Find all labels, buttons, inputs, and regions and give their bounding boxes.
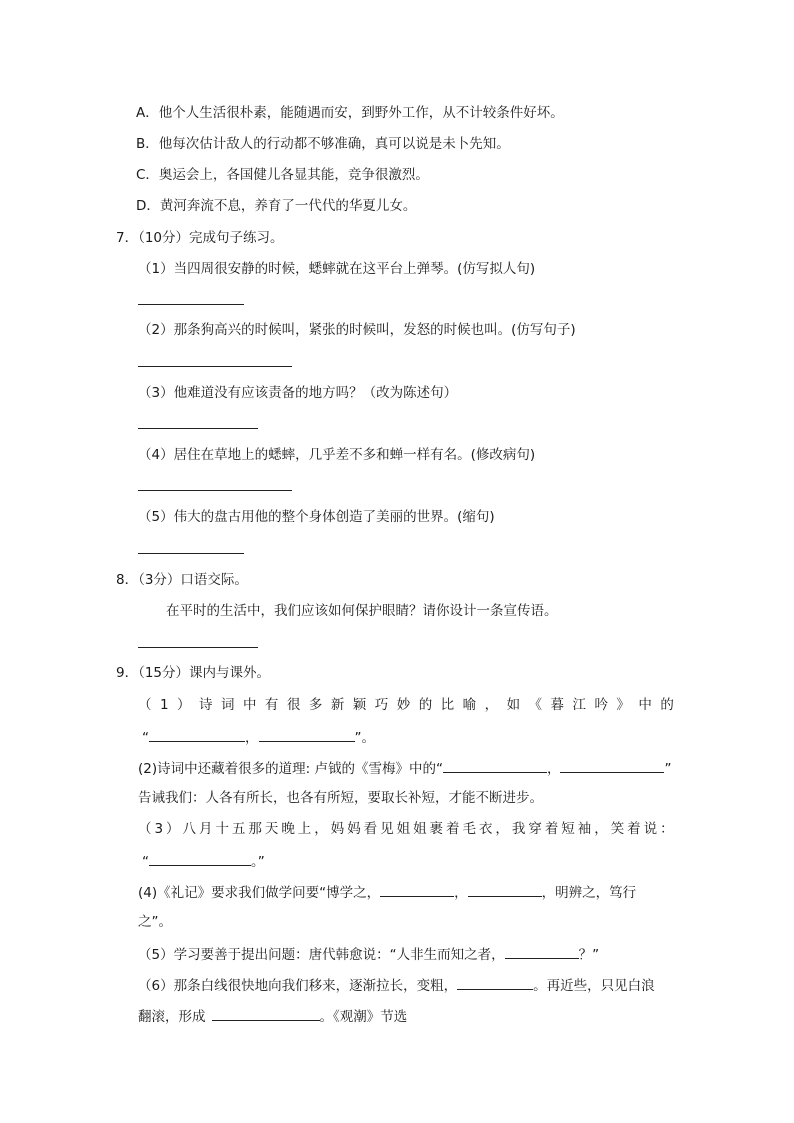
q6-option-a: A．他个人生活很朴素，能随遇而安，到野外工作，从不计较条件好坏。 xyxy=(136,105,564,121)
q7-item-2: （2）那条狗高兴的时候叫，紧张的时候叫，发怒的时候也叫。(仿写句子) xyxy=(138,322,576,338)
q7-item-5: （5）伟大的盘古用他的整个身体创造了美丽的世界。(缩句) xyxy=(138,509,495,525)
q7-answer-1[interactable] xyxy=(138,304,244,305)
q7-item-1: （1）当四周很安静的时候，蟋蟀就在这平台上弹琴。(仿写拟人句) xyxy=(138,261,536,277)
q9-blank-3[interactable] xyxy=(149,851,251,866)
q6-option-b: B．他每次估计敌人的行动都不够准确，真可以说是未卜先知。 xyxy=(136,136,510,152)
q9-blank-4a[interactable] xyxy=(380,882,454,897)
q6-option-d: D．黄河奔流不息，养育了一代代的华夏儿女。 xyxy=(136,198,417,214)
q9-item-4-line2: 之”。 xyxy=(138,914,172,930)
q7-answer-3[interactable] xyxy=(138,428,258,429)
q8-title: 8．（3分）口语交际。 xyxy=(116,572,248,588)
q9-item-5: （5）学习要善于提出问题：唐代韩愈说：“人非生而知之者， ？” xyxy=(138,944,599,964)
q9-item-4-line1: (4)《礼记》要求我们做学问要“博学之， ， ，明辨之，笃行 xyxy=(138,882,636,902)
q7-item-3: （3）他难道没有应该责备的地方吗？（改为陈述句） xyxy=(138,385,458,401)
q9-blank-2b[interactable] xyxy=(560,758,664,773)
q6-option-c: C．奥运会上，各国健儿各显其能，竞争很激烈。 xyxy=(136,167,429,183)
q9-item-3-line1: （ 3 ） 八 月 十 五 那 天 晚 上 ， 妈 妈 看 见 姐 姐 裹 着 毛 衣 ， 我 穿 着 短 袖 ， 笑 着 说 ： xyxy=(138,821,674,837)
q8-answer[interactable] xyxy=(138,647,258,648)
q7-answer-5[interactable] xyxy=(138,553,244,554)
q9-blank-2a[interactable] xyxy=(443,758,547,773)
q9-item-2-line2: 告诫我们：人各有所长，也各有所短，要取长补短，才能不断进步。 xyxy=(138,790,543,806)
q9-item-1-line1: （ 1 ） 诗 词 中 有 很 多 新 颖 巧 妙 的 比 喻 ， 如 《 暮 江 吟 》 中 的 xyxy=(138,697,674,713)
q9-blank-1b[interactable] xyxy=(259,727,355,742)
q9-title: 9．（15分）课内与课外。 xyxy=(116,665,271,681)
q9-blank-4b[interactable] xyxy=(468,882,542,897)
q9-blank-6a[interactable] xyxy=(457,975,533,990)
q7-item-4: （4）居住在草地上的蟋蟀，几乎差不多和蝉一样有名。(修改病句) xyxy=(138,447,536,463)
q9-blank-1a[interactable] xyxy=(149,727,245,742)
q9-item-1-line2: “ ， ”。 xyxy=(142,727,375,747)
q7-answer-4[interactable] xyxy=(138,490,292,491)
q9-blank-6b[interactable] xyxy=(212,1006,320,1021)
q7-title: 7．（10分）完成句子练习。 xyxy=(116,230,284,246)
q9-item-3-line2: “ 。” xyxy=(142,851,265,871)
q8-prompt: 在平时的生活中，我们应该如何保护眼睛？请你设计一条宣传语。 xyxy=(166,603,558,619)
q9-item-2-line1: (2)诗词中还藏着很多的道理: 卢钺的《雪梅》中的“ ， ” xyxy=(138,758,671,778)
q9-item-6-line1: （6）那条白线很快地向我们移来，逐渐拉长，变粗， 。再近些，只见白浪 xyxy=(138,975,655,995)
q9-blank-5[interactable] xyxy=(505,944,579,959)
q7-answer-2[interactable] xyxy=(138,366,292,367)
q9-item-6-line2: 翻滚，形成 。《观潮》节选 xyxy=(138,1006,407,1026)
